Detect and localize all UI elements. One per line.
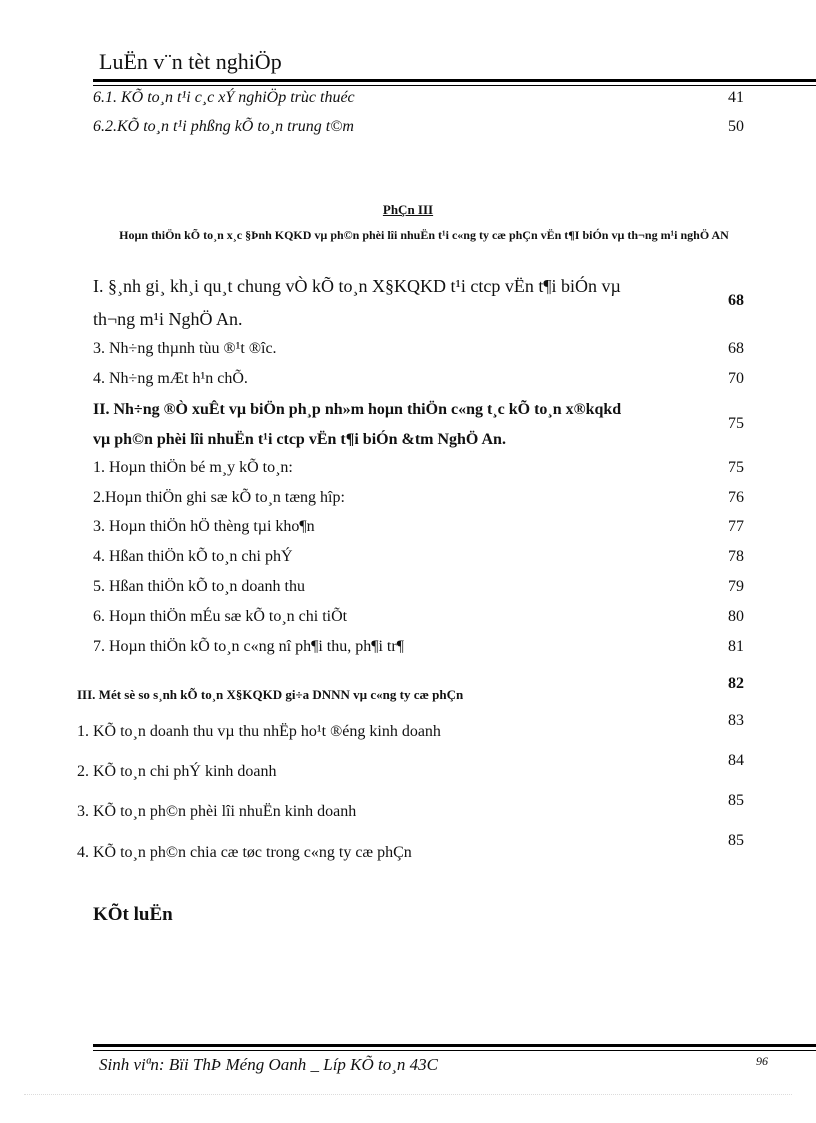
toc-entry-page: 41: [728, 89, 744, 106]
footer-rule: [93, 1044, 816, 1051]
toc-entry-label: 4. Hßan thiÖn kÕ to¸n chi phÝ: [93, 548, 293, 565]
toc-entry-label: 6. Hoµn thiÖn mÉu sæ kÕ to¸n chi tiÕt: [93, 608, 348, 625]
toc-entry-label: 5. Hßan thiÖn kÕ to¸n doanh thu: [93, 578, 305, 595]
toc-entry: [0, 832, 816, 849]
toc-entry-label: 1. Hoµn thiÖn bé m¸y kÕ to¸n:: [93, 459, 293, 476]
toc-entry-page: 76: [728, 489, 744, 506]
toc-entry-page: 85: [728, 832, 744, 849]
toc-entry-label: 4. Nh÷ng mÆt h¹n chÕ.: [93, 370, 248, 387]
toc-entry-page: 84: [728, 752, 744, 769]
toc-part-heading-line2: vµ ph©n phèi lîi nhuËn t¹i ctcp vËn t¶i biÓn &tm NghÖ An.: [93, 431, 506, 448]
toc-entry-label: 1. KÕ to¸n doanh thu vµ thu nhËp ho¹t ®éng kinh doanh: [77, 723, 441, 740]
toc-entry-page: 70: [728, 370, 744, 387]
toc-entry: [0, 763, 816, 780]
toc-entry: [0, 712, 816, 729]
toc-entry-page: 68: [728, 340, 744, 357]
toc-entry-label: 7. Hoµn thiÖn kÕ to¸n c«ng nî ph¶i thu, ph¶i tr¶: [93, 638, 404, 655]
toc-entry-label: 6.1. KÕ to¸n t¹i c¸c xÝ nghiÖp trùc thuéc: [93, 89, 355, 106]
toc-entry-page: 85: [728, 792, 744, 809]
toc-part-heading: [0, 401, 816, 418]
toc-entry-page: 78: [728, 548, 744, 565]
toc-entry: [0, 340, 816, 357]
toc-entry-page: 81: [728, 638, 744, 655]
document-header-title: LuËn v¨n tèt nghiÖp: [99, 49, 282, 74]
section-title: PhÇn III: [382, 202, 434, 217]
toc-entry: [0, 608, 816, 625]
footer-page-number: 96: [756, 1054, 768, 1068]
toc-entry-page: 75: [728, 459, 744, 476]
toc-part-page: 75: [728, 415, 744, 432]
toc-entry: [0, 489, 816, 506]
toc-entry: [0, 118, 816, 135]
toc-entry-label: 2. KÕ to¸n chi phÝ kinh doanh: [77, 763, 277, 780]
toc-entry: [0, 518, 816, 535]
toc-part-page-row: [0, 675, 816, 692]
toc-entry-page: 80: [728, 608, 744, 625]
page-edge-divider: [24, 1094, 792, 1095]
toc-entry: [0, 548, 816, 565]
toc-part-page: 68: [728, 292, 744, 309]
conclusion-heading: KÕt luËn: [93, 904, 173, 925]
toc-entry: [0, 723, 816, 740]
toc-entry: [0, 844, 816, 861]
toc-entry: [0, 752, 816, 769]
toc-entry-label: 2.Hoµn thiÖn ghi sæ kÕ to¸n tæng hîp:: [93, 489, 345, 506]
toc-entry: [0, 803, 816, 820]
section-subtitle: Hoµn thiÖn kÕ to¸n x¸c §Þnh KQKD vµ ph©n phèi lîi nhuËn t¹i c«ng ty cæ phÇn vËn t¶I biÓn vµ th¬ng m¹i nghÖ AN: [119, 228, 729, 242]
toc-part-heading: [0, 431, 816, 448]
toc-entry-label: 3. Nh÷ng thµnh tùu ®¹t ®îc.: [93, 340, 277, 357]
toc-entry: [0, 792, 816, 809]
toc-entry-label: 4. KÕ to¸n ph©n chia cæ tøc trong c«ng ty cæ phÇn: [77, 844, 412, 861]
toc-entry-page: 79: [728, 578, 744, 595]
toc-entry-label: 3. KÕ to¸n ph©n phèi lîi nhuËn kinh doanh: [77, 803, 357, 820]
toc-entry: [0, 578, 816, 595]
toc-entry-page: 50: [728, 118, 744, 135]
toc-entry-page: 83: [728, 712, 744, 729]
toc-part-page: 82: [728, 675, 744, 692]
toc-entry-label: 3. Hoµn thiÖn hÖ thèng tµi kho¶n: [93, 518, 315, 535]
toc-part-heading: [0, 687, 816, 702]
toc-part-page-row: [0, 415, 816, 432]
toc-entry: [0, 89, 816, 106]
toc-entry: [0, 459, 816, 476]
toc-part-heading: [0, 276, 816, 296]
toc-part-heading-line1: I. §¸nh gi¸ kh¸i qu¸t chung vÒ kÕ to¸n X§KQKD t¹i ctcp vËn t¶i biÓn vµ: [93, 276, 621, 296]
toc-entry-page: 77: [728, 518, 744, 535]
toc-part-page-row: [0, 292, 816, 309]
header-rule: [93, 79, 816, 86]
toc-part-heading: [0, 309, 816, 329]
toc-part-heading-line1: II. Nh÷ng ®Ò xuÊt vµ biÖn ph¸p nh»m hoµn thiÖn c«ng t¸c kÕ to¸n x®kqkd: [93, 401, 622, 418]
toc-entry-label: 6.2.KÕ to¸n t¹i phßng kÕ to¸n trung t©m: [93, 118, 354, 135]
toc-part-heading-line1: III. Mét sè so s¸nh kÕ to¸n X§KQKD gi÷a DNNN vµ c«ng ty cæ phÇn: [77, 687, 464, 702]
toc-entry: [0, 638, 816, 655]
toc-part-heading-line2: th¬ng m¹i NghÖ An.: [93, 309, 243, 329]
toc-entry: [0, 370, 816, 387]
footer-author: Sinh viªn: Bïi ThÞ Méng Oanh _ Líp KÕ to¸n 43C: [99, 1055, 439, 1074]
